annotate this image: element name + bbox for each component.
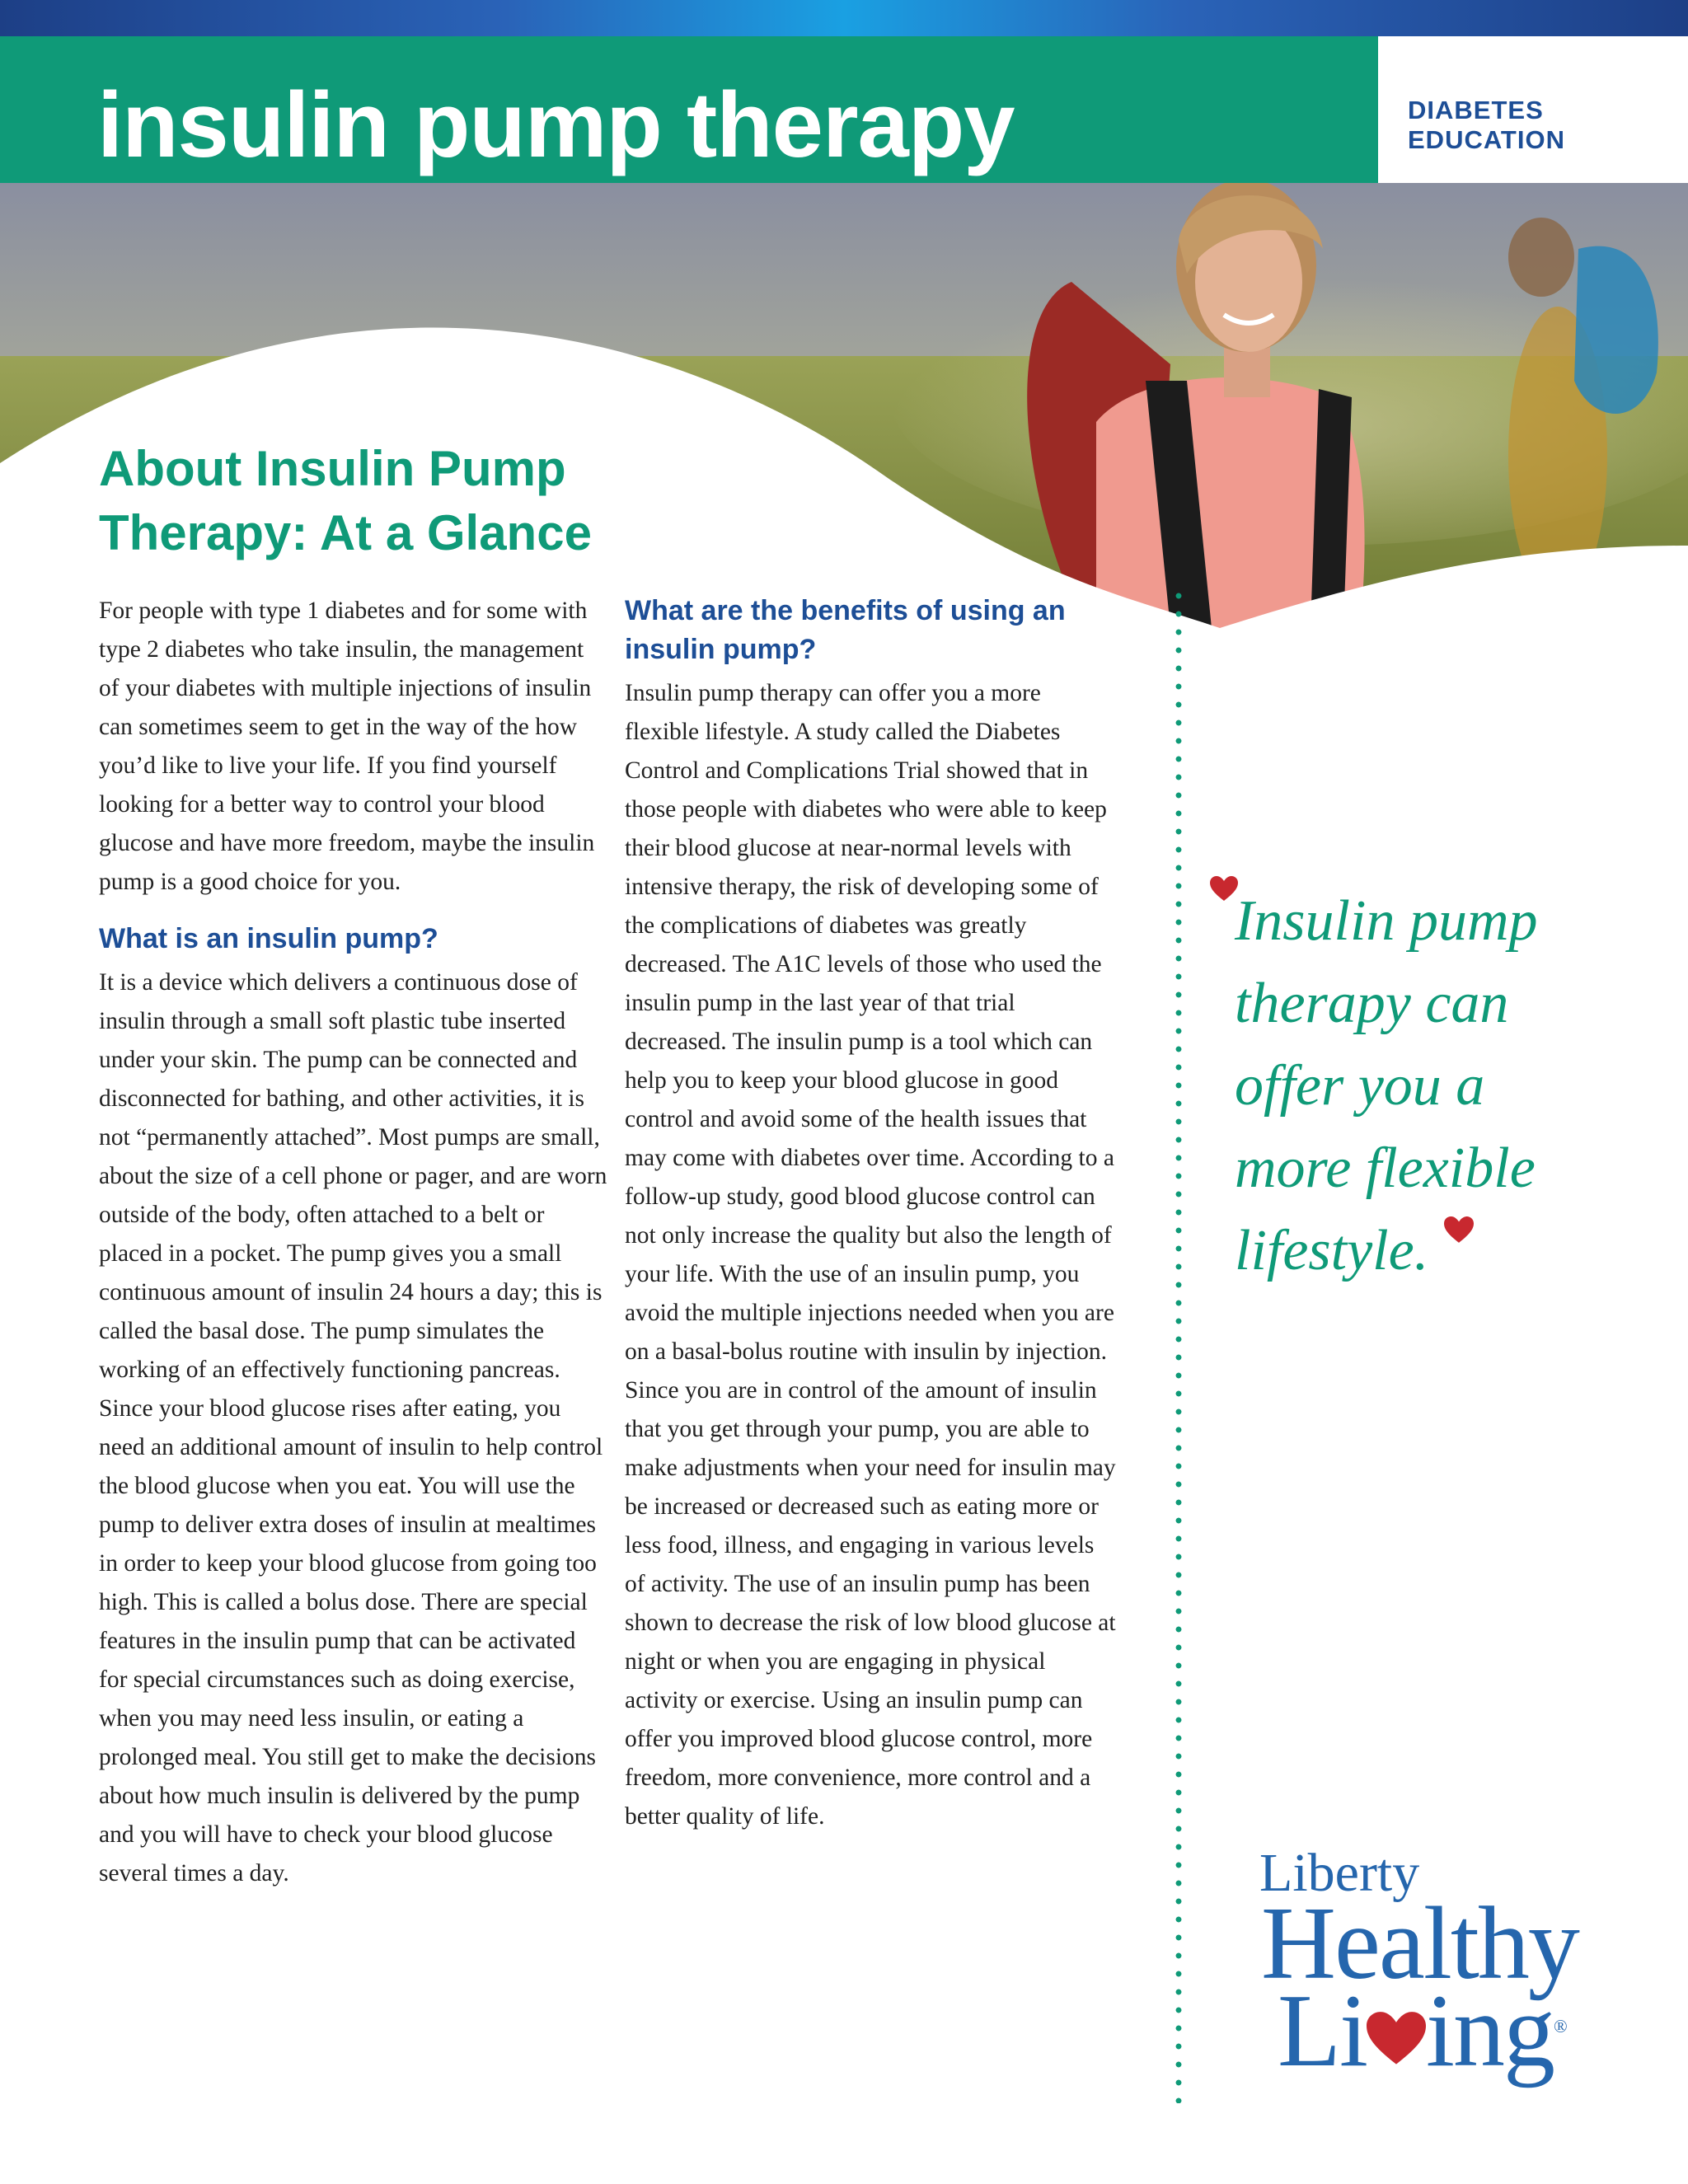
main-heading-line-2: Therapy: At a Glance (99, 505, 592, 560)
dotted-divider (1175, 587, 1182, 2103)
intro-paragraph: For people with type 1 diabetes and for some with type 2 diabetes who take insulin, the management of your diabetes with multiple injections of insulin can sometimes seem to get in the way of the how you’d like to live your life. If you find yourself looking for a better way to control your blood glucose and have more freedom, maybe the insulin pump is a good choice for you. (99, 598, 595, 895)
heart-icon (1367, 2011, 1426, 2069)
title-banner (0, 36, 1378, 183)
page-title: insulin pump therapy (97, 73, 1015, 176)
logo-word-liberty: Liberty (1259, 1843, 1420, 1903)
pull-quote-line: offer you a (1235, 1054, 1485, 1118)
pull-quote-line: Insulin pump (1235, 889, 1538, 953)
what-is-paragraph: It is a device which delivers a continuous dose of insulin through a small soft plastic tube inserted under your skin. The pump can be connected and disconnected for bathing, and other activities, it is not “permanently attached”. Most pumps are small, about the size of a cell phone or pager, and are worn outside of the body, often attached to a belt or placed in a pocket. The pump gives you a small continuous amount of insulin 24 hours a day; this is called the basal dose. The pump simulates the working of an effectively functioning pancreas. Since your blood glucose rises after eating, you need an additional amount of insulin to help control the blood glucose when you eat. You will use the pump to deliver extra doses of insulin at mealtimes in order to keep your blood glucose from going too high. This is called a bolus dose. There are special features in the insulin pump that can be activated for special circumstances such as doing exercise, when you may need less insulin, or eating a prolonged meal. You still get to make the decisions about how much insulin is delivered by the pump and you will have to check your blood glucose several times a day. (99, 969, 607, 1886)
registered-mark: ® (1554, 2016, 1568, 2036)
section-heading-what-is: What is an insulin pump? (99, 923, 438, 954)
pull-quote-line: more flexible (1235, 1137, 1536, 1200)
badge-line-diabetes: DIABETES (1408, 96, 1544, 124)
logo-living-prefix: Li (1278, 1974, 1367, 2088)
section-heading-benefits: What are the benefits of using an insulin pump? (625, 595, 1066, 665)
heart-icon (1210, 876, 1238, 902)
pull-quote (1235, 880, 1647, 1292)
logo-word-healthy: Healthy (1261, 1886, 1578, 2001)
main-heading (99, 437, 725, 565)
logo-word-living (1278, 1974, 1568, 2088)
heart-icon (1444, 1216, 1474, 1244)
left-column (99, 592, 610, 1893)
top-gradient-strip (0, 0, 1688, 36)
badge-line-education: EDUCATION (1408, 125, 1565, 154)
pull-quote-line: lifestyle. (1235, 1219, 1429, 1282)
benefits-paragraph: Insulin pump therapy can offer you a more flexible lifestyle. A study called the Diabetes Control and Complications Trial showed that in those people with diabetes who were able to keep their blood glucose at near-normal levels with intensive therapy, the risk of developing some of the complications of diabetes was greatly decreased. The A1C levels of those who used the insulin pump in the last year of that trial decreased. The insulin pump is a tool which can help you to keep your blood glucose in good control and avoid some of the health issues that may come with diabetes over time. According to a follow-up study, good blood glucose control can not only increase the quality but also the length of your life. With the use of an insulin pump, you avoid the multiple injections needed when you are on a basal-bolus routine with insulin by injection. Since you are in control of the amount of insulin that you get through your pump, you are able to make adjustments when your need for insulin may be increased or decreased such as eating more or less food, illness, and engaging in various levels of activity. The use of an insulin pump has been shown to decrease the risk of low blood glucose at night or when you are engaging in physical activity or exercise. Using an insulin pump can offer you improved blood glucose control, more freedom, more convenience, more control and a better quality of life. (625, 680, 1116, 1830)
main-heading-line-1: About Insulin Pump (99, 441, 566, 496)
logo-living-suffix: ing (1425, 1974, 1554, 2088)
middle-column (625, 592, 1119, 1836)
liberty-healthy-living-logo (1253, 1843, 1599, 2093)
pull-quote-line: therapy can (1235, 972, 1509, 1035)
